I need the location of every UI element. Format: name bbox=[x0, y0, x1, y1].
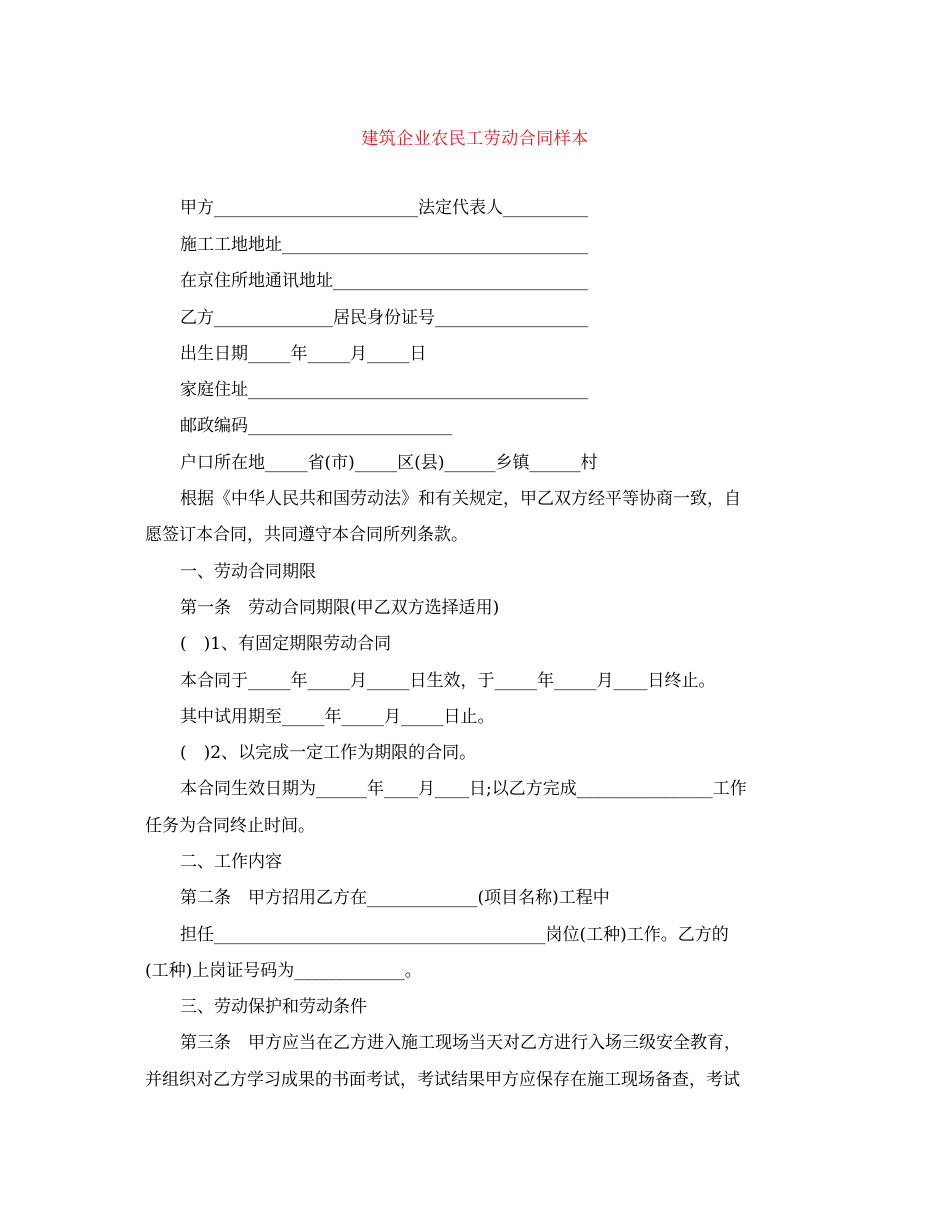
option-1-line: ( )1、有固定期限劳动合同 bbox=[180, 634, 392, 654]
task-contract-line-2: 任务为合同终止时间。 bbox=[145, 816, 315, 836]
article-1-heading: 第一条 劳动合同期限(甲乙双方选择适用) bbox=[180, 598, 500, 618]
party-b-line: 乙方______________居民身份证号__________________ bbox=[180, 308, 588, 328]
party-a-line: 甲方________________________法定代表人__________ bbox=[180, 198, 588, 218]
probation-line: 其中试用期至_____年_____月_____日止。 bbox=[180, 707, 495, 727]
beijing-address-line: 在京住所地通讯地址______________________________ bbox=[180, 271, 588, 291]
contract-term-line: 本合同于_____年_____月_____日生效，于_____年_____月____日终止。 bbox=[180, 671, 716, 691]
option-2-line: ( )2、以完成一定工作为期限的合同。 bbox=[180, 743, 477, 763]
preamble-line-1: 根据《中华人民共和国劳动法》和有关规定，甲乙双方经平等协商一致，自 bbox=[180, 489, 741, 509]
article-3-line-2: 并组织对乙方学习成果的书面考试，考试结果甲方应保存在施工现场备查，考试 bbox=[145, 1070, 740, 1090]
task-contract-line-1: 本合同生效日期为______年____月____日;以乙方完成________________工作 bbox=[180, 779, 747, 799]
section-2-heading: 二、工作内容 bbox=[180, 852, 282, 872]
document-title: 建筑企业农民工劳动合同样本 bbox=[361, 129, 589, 149]
article-2-line-1: 第二条 甲方招用乙方在_____________(项目名称)工程中 bbox=[180, 888, 610, 908]
article-2-line-3: (工种)上岗证号码为_____________。 bbox=[145, 961, 422, 981]
postal-code-line: 邮政编码________________________ bbox=[180, 416, 452, 436]
section-3-heading: 三、劳动保护和劳动条件 bbox=[180, 997, 367, 1017]
article-2-line-2: 担任_______________________________________岗位(工种)工作。乙方的 bbox=[180, 925, 729, 945]
section-1-heading: 一、劳动合同期限 bbox=[180, 562, 316, 582]
household-registration-line: 户口所在地_____省(市)_____区(县)______乡镇______村 bbox=[180, 453, 598, 473]
site-address-line: 施工工地地址____________________________________ bbox=[180, 235, 588, 255]
preamble-line-2: 愿签订本合同，共同遵守本合同所列条款。 bbox=[145, 525, 468, 545]
home-address-line: 家庭住址________________________________________ bbox=[180, 380, 588, 400]
birth-date-line: 出生日期_____年_____月_____日 bbox=[180, 344, 427, 364]
article-3-line-1: 第三条 甲方应当在乙方进入施工现场当天对乙方进行入场三级安全教育， bbox=[180, 1033, 741, 1053]
